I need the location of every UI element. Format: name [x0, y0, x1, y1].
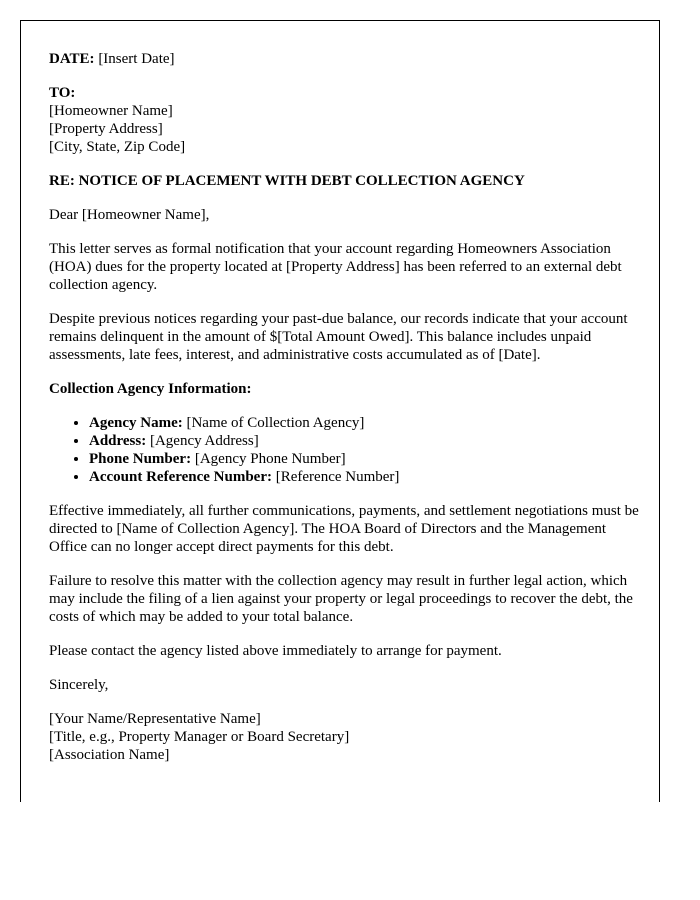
salutation: Dear [Homeowner Name],	[49, 207, 210, 223]
agency-heading: Collection Agency Information:	[49, 381, 252, 397]
agency-name-item: • Agency Name: [Name of Collection Agency]	[89, 414, 639, 432]
agency-reference-item: • Account Reference Number: [Reference Number]	[89, 468, 639, 486]
letter-body	[49, 50, 639, 780]
closing: Sincerely,	[49, 677, 109, 693]
paragraph-legal-action: Failure to resolve this matter with the collection agency may result in further legal action, which may include the filing of a lien against your property or legal proceedings to recover the debt, the costs of which may be added to your total balance.	[49, 573, 633, 625]
to-label: TO:	[49, 85, 76, 101]
recipient-name: [Homeowner Name]	[49, 103, 173, 119]
subject-line: RE: NOTICE OF PLACEMENT WITH DEBT COLLECTION AGENCY	[49, 173, 525, 189]
agency-info-list	[49, 414, 639, 486]
signature-block	[49, 710, 639, 764]
date-label: DATE:	[49, 51, 95, 67]
date-value: [Insert Date]	[94, 51, 175, 67]
agency-phone-item: • Phone Number: [Agency Phone Number]	[89, 450, 639, 468]
signature-title: [Title, e.g., Property Manager or Board Secretary]	[49, 729, 350, 745]
paragraph-contact: Please contact the agency listed above immediately to arrange for payment.	[49, 643, 502, 659]
recipient-address: [Property Address]	[49, 121, 163, 137]
date-line	[49, 50, 639, 68]
recipient-block	[49, 84, 639, 156]
agency-address-item: • Address: [Agency Address]	[89, 432, 639, 450]
paragraph-balance: Despite previous notices regarding your past-due balance, our records indicate that your account remains delinquent in the amount of $[Total Amount Owed]. This balance includes unpaid assessments, late fees, interest, and administrative costs accumulated as of [Date].	[49, 311, 628, 363]
paragraph-communications: Effective immediately, all further communications, payments, and settlement negotiations must be directed to [Name of Collection Agency]. The HOA Board of Directors and the Management Office can no longer accept direct payments for this debt.	[49, 503, 639, 555]
signature-name: [Your Name/Representative Name]	[49, 711, 261, 727]
recipient-city-state-zip: [City, State, Zip Code]	[49, 139, 186, 155]
paragraph-notification: This letter serves as formal notification that your account regarding Homeowners Association (HOA) dues for the property located at [Property Address] has been referred to an external debt collection agency.	[49, 241, 622, 293]
signature-association: [Association Name]	[49, 747, 170, 763]
letter-page	[20, 20, 660, 802]
